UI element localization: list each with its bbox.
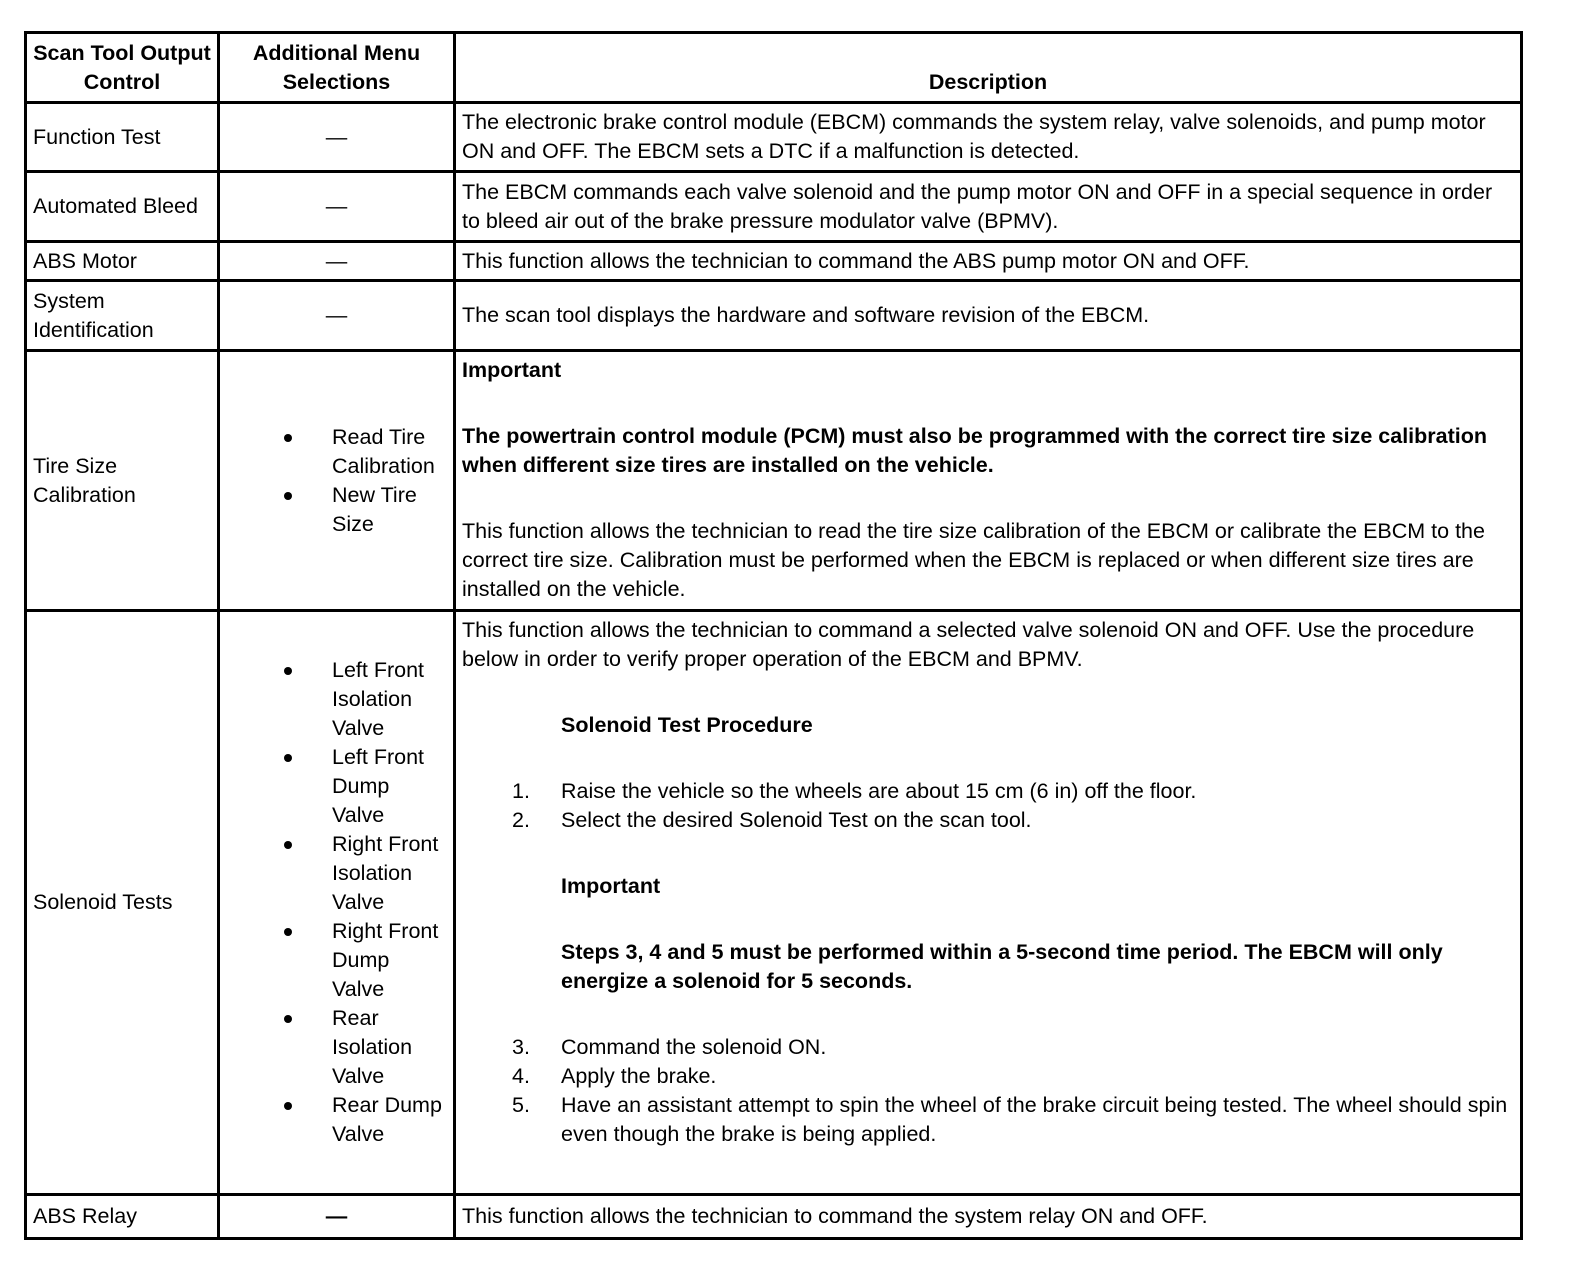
description-text: This function allows the technician to read the tire size calibration of the EBCM or calibrate the EBCM to the correct tire size. Calibration must be performed when the EBCM is replaced or when different size tires are installed on the vehicle. bbox=[462, 519, 1485, 601]
step-item bbox=[462, 1091, 1514, 1149]
step-item bbox=[462, 806, 1514, 835]
important-text: Steps 3, 4 and 5 must be performed within a 5-second time period. The EBCM will only energize a solenoid for 5 seconds. bbox=[561, 940, 1443, 993]
table-row bbox=[26, 103, 1522, 172]
menu-list bbox=[226, 656, 447, 1149]
menu-cell: — bbox=[219, 1195, 455, 1239]
description-cell: This function allows the technician to command the ABS pump motor ON and OFF. bbox=[455, 242, 1522, 281]
header-row bbox=[26, 33, 1522, 103]
step-number: 4. bbox=[512, 1064, 530, 1088]
control-cell: Solenoid Tests bbox=[26, 611, 219, 1195]
list-item: Rear Isolation Valve bbox=[276, 1004, 447, 1091]
description-cell: This function allows the technician to command the system relay ON and OFF. bbox=[455, 1195, 1522, 1239]
list-item: Left Front Dump Valve bbox=[276, 743, 447, 830]
list-item: Rear Dump Valve bbox=[276, 1091, 447, 1149]
procedure-title: Solenoid Test Procedure bbox=[561, 713, 813, 737]
menu-cell: — bbox=[219, 103, 455, 172]
important-label: Important bbox=[462, 358, 562, 382]
table-row bbox=[26, 242, 1522, 281]
steps-list bbox=[462, 1033, 1514, 1149]
list-item: Right Front Isolation Valve bbox=[276, 830, 447, 917]
description-cell: The electronic brake control module (EBCM) commands the system relay, valve solenoids, and pump motor ON and OFF. The EBCM sets a DTC if a malfunction is detected. bbox=[455, 103, 1522, 172]
description-cell: The EBCM commands each valve solenoid and the pump motor ON and OFF in a special sequence in order to bleed air out of the brake pressure modulator valve (BPMV). bbox=[455, 172, 1522, 242]
description-cell bbox=[455, 611, 1522, 1195]
step-text: Raise the vehicle so the wheels are about 15 cm (6 in) off the floor. bbox=[561, 779, 1197, 803]
menu-cell bbox=[219, 611, 455, 1195]
menu-cell: — bbox=[219, 242, 455, 281]
step-number: 5. bbox=[512, 1093, 530, 1117]
menu-list bbox=[226, 423, 447, 539]
important-label: Important bbox=[561, 874, 661, 898]
header-additional-menu-selections: Additional Menu Selections bbox=[219, 33, 455, 103]
header-scan-tool-output-control: Scan Tool Output Control bbox=[26, 33, 219, 103]
step-number: 1. bbox=[512, 779, 530, 803]
description-cell: The scan tool displays the hardware and software revision of the EBCM. bbox=[455, 281, 1522, 351]
description-text: This function allows the technician to command a selected valve solenoid ON and OFF. Use the procedure below in order to verify proper operation of the EBCM and BPMV. bbox=[462, 618, 1475, 671]
table-row bbox=[26, 611, 1522, 1195]
step-text: Apply the brake. bbox=[561, 1064, 717, 1088]
table-row bbox=[26, 281, 1522, 351]
steps-list bbox=[462, 777, 1514, 835]
step-item bbox=[462, 1033, 1514, 1062]
step-text: Select the desired Solenoid Test on the scan tool. bbox=[561, 808, 1032, 832]
list-item: Right Front Dump Valve bbox=[276, 917, 447, 1004]
step-item bbox=[462, 777, 1514, 806]
table-row bbox=[26, 172, 1522, 242]
header-description: Description bbox=[455, 33, 1522, 103]
control-cell: Function Test bbox=[26, 103, 219, 172]
menu-cell: — bbox=[219, 172, 455, 242]
control-cell: ABS Motor bbox=[26, 242, 219, 281]
list-item: Read Tire Calibration bbox=[276, 423, 447, 481]
step-text: Have an assistant attempt to spin the wheel of the brake circuit being tested. The wheel should spin even though the brake is being applied. bbox=[561, 1093, 1508, 1146]
step-number: 3. bbox=[512, 1035, 530, 1059]
table-row bbox=[26, 351, 1522, 611]
control-cell: System Identification bbox=[26, 281, 219, 351]
menu-cell: — bbox=[219, 281, 455, 351]
menu-cell bbox=[219, 351, 455, 611]
list-item: Left Front Isolation Valve bbox=[276, 656, 447, 743]
step-number: 2. bbox=[512, 808, 530, 832]
description-cell bbox=[455, 351, 1522, 611]
scan-tool-output-control-table bbox=[24, 31, 1523, 1240]
step-item bbox=[462, 1062, 1514, 1091]
list-item: New Tire Size bbox=[276, 481, 447, 539]
control-cell: Tire Size Calibration bbox=[26, 351, 219, 611]
control-cell: ABS Relay bbox=[26, 1195, 219, 1239]
table-row bbox=[26, 1195, 1522, 1239]
important-text: The powertrain control module (PCM) must also be programmed with the correct tire size calibration when different size tires are installed on the vehicle. bbox=[462, 424, 1487, 477]
control-cell: Automated Bleed bbox=[26, 172, 219, 242]
step-text: Command the solenoid ON. bbox=[561, 1035, 827, 1059]
